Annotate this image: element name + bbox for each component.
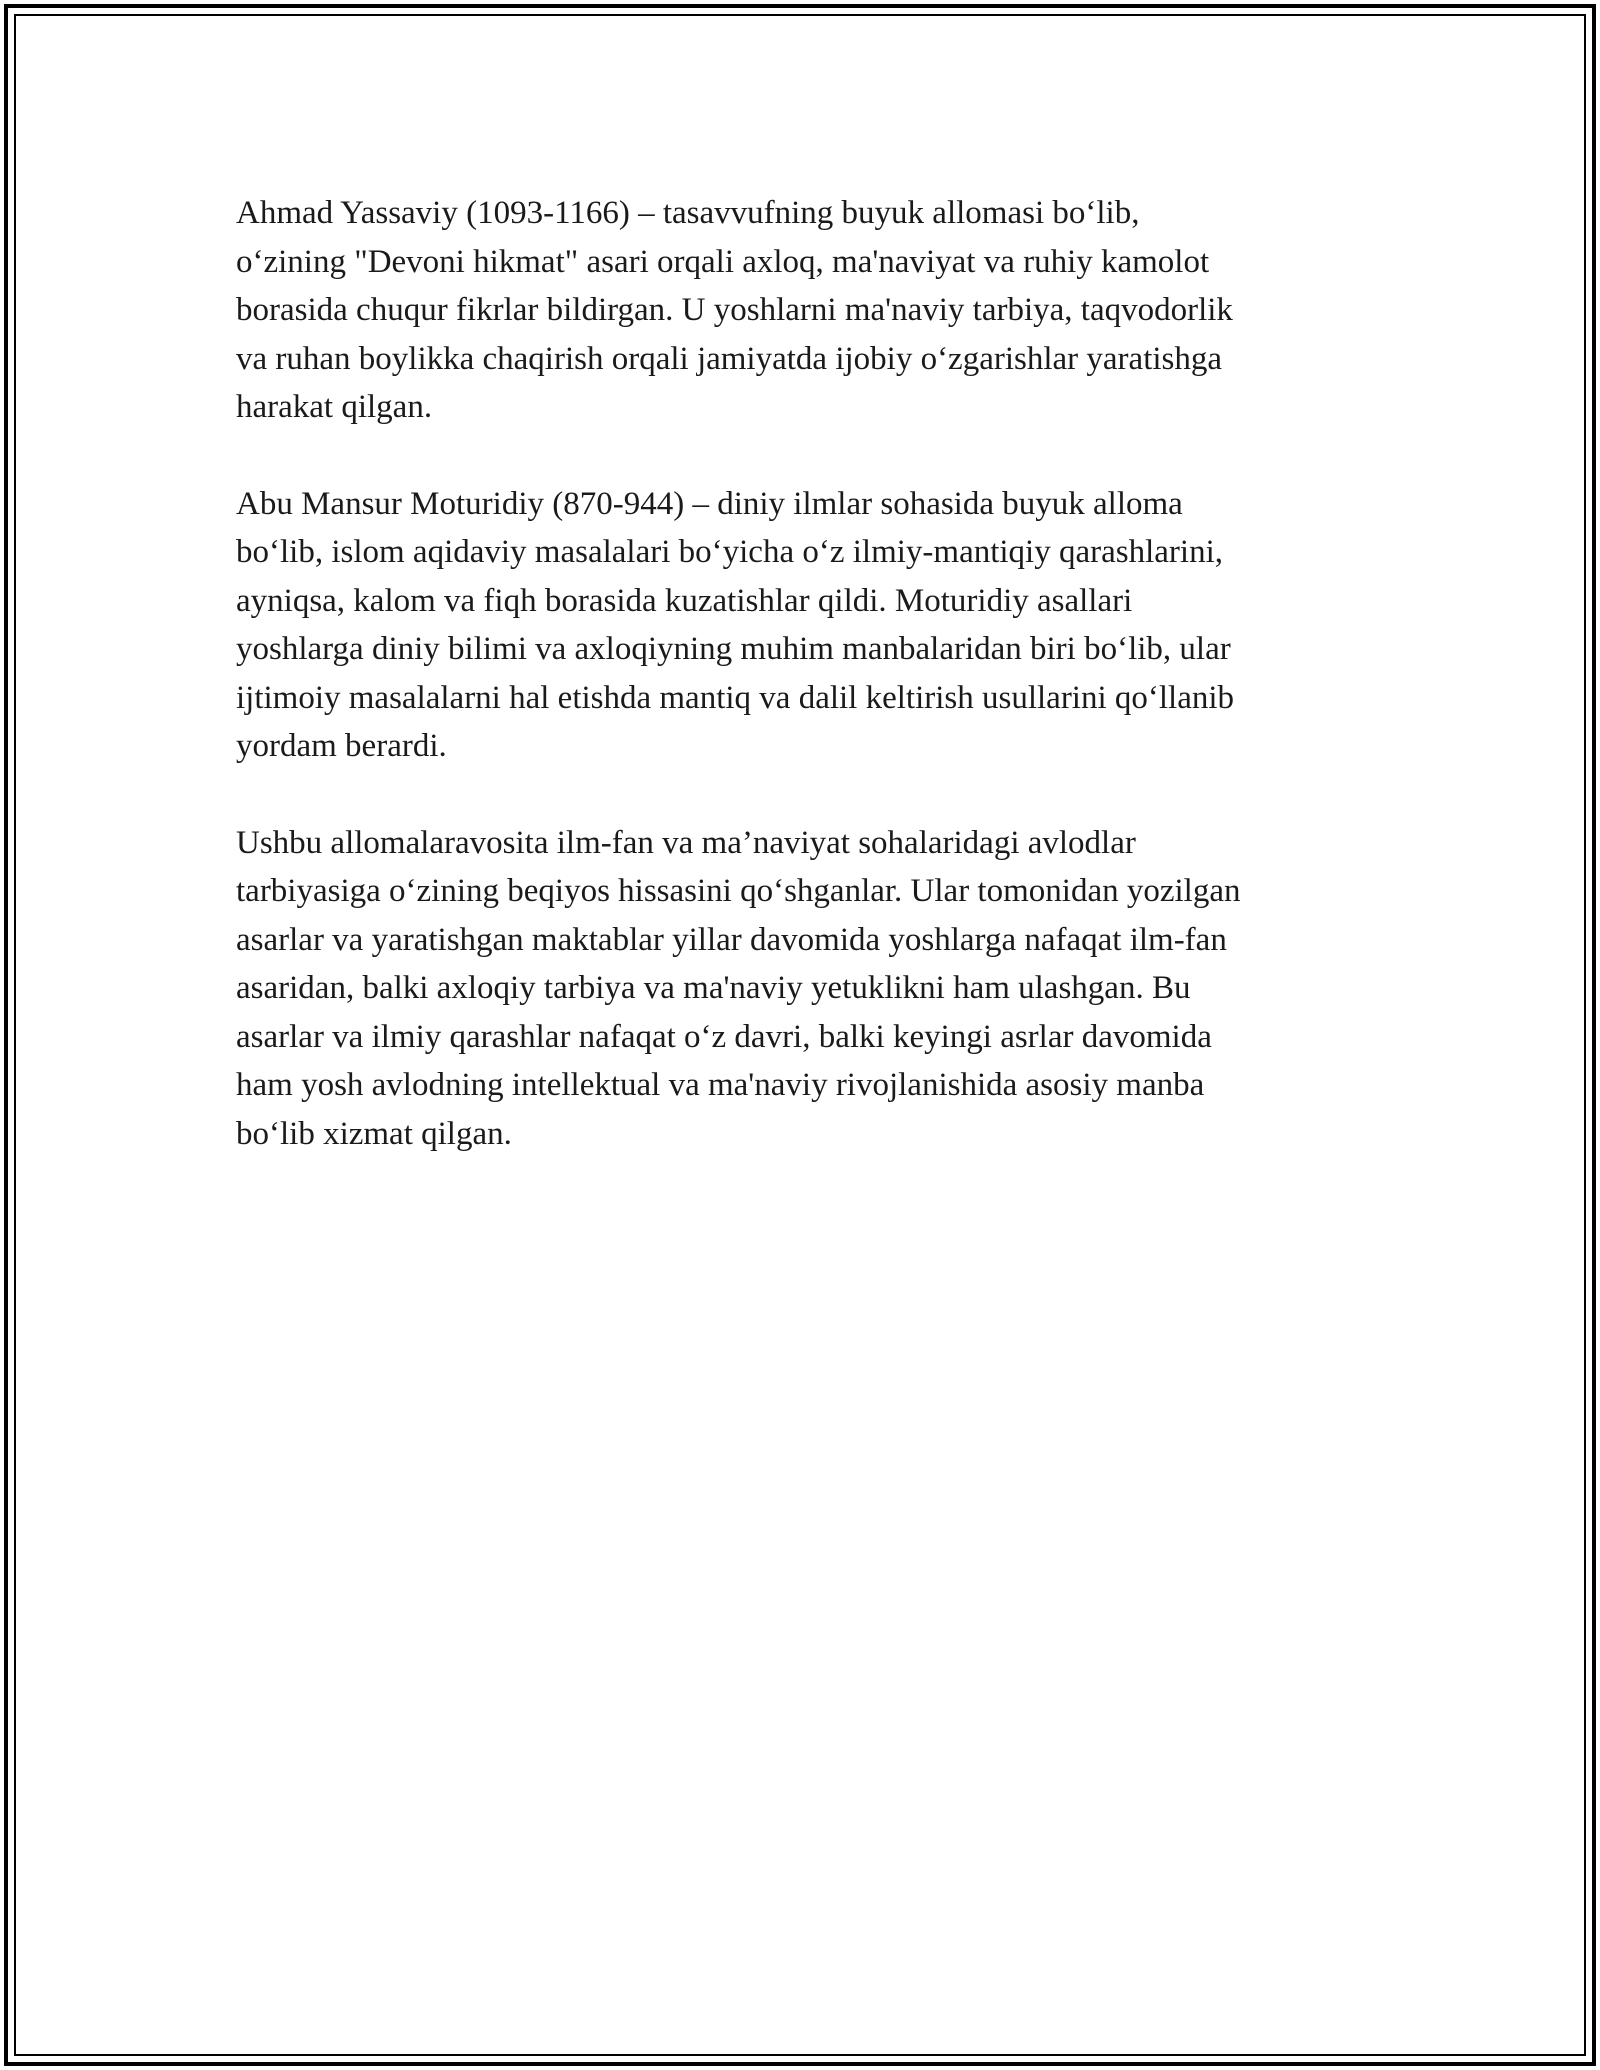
text-line: ayniqsa, kalom va fiqh borasida kuzatishlar qildi. Moturidiy asallari	[236, 582, 1133, 619]
text-line: va ruhan boylikka chaqirish orqali jamiyatda ijobiy o‘zgarishlar yaratishga	[236, 340, 1223, 377]
text-line: asaridan, balki axloqiy tarbiya va ma'naviy yetuklikni ham ulashgan. Bu	[236, 970, 1191, 1006]
text-line: yoshlarga diniy bilimi va axloqiyning muhim manbalaridan biri bo‘lib, ular	[236, 631, 1231, 667]
text-line: bo‘lib, islom aqidaviy masalalari bo‘yicha o‘z ilmiy-mantiqiy qarashlarini,	[236, 534, 1223, 570]
text-line: harakat qilgan.	[236, 389, 433, 425]
text-line: ham yosh avlodning intellektual va ma'naviy rivojlanishida asosiy manba	[236, 1067, 1205, 1103]
paragraph-conclusion	[236, 819, 1366, 1159]
text-line: o‘zining "Devoni hikmat" asari orqali axloq, ma'naviyat va ruhiy kamolot	[236, 243, 1210, 280]
paragraph-moturidiy	[236, 480, 1366, 771]
text-line: Ushbu allomalaravosita ilm-fan va ma’naviyat sohalaridagi avlodlar	[236, 824, 1136, 861]
text-line: bo‘lib xizmat qilgan.	[236, 1115, 512, 1152]
document-body	[236, 189, 1366, 1206]
text-line: asarlar va ilmiy qarashlar nafaqat o‘z davri, balki keyingi asrlar davomida	[236, 1018, 1212, 1055]
text-line: ijtimoiy masalalarni hal etishda mantiq va dalil keltirish usullarini qo‘llanib	[236, 679, 1235, 716]
text-line: asarlar va yaratishgan maktablar yillar davomida yoshlarga nafaqat ilm-fan	[236, 921, 1227, 958]
text-line: tarbiyasiga o‘zining beqiyos hissasini qo‘shganlar. Ular tomonidan yozilgan	[236, 873, 1241, 909]
text-line: yordam berardi.	[236, 728, 447, 764]
text-line: Ahmad Yassaviy (1093-1166) – tasavvufning buyuk allomasi bo‘lib,	[236, 195, 1140, 231]
paragraph-yassaviy	[236, 189, 1366, 432]
text-line: borasida chuqur fikrlar bildirgan. U yoshlarni ma'naviy tarbiya, taqvodorlik	[236, 292, 1233, 328]
text-line: Abu Mansur Moturidiy (870-944) – diniy ilmlar sohasida buyuk alloma	[236, 485, 1183, 522]
